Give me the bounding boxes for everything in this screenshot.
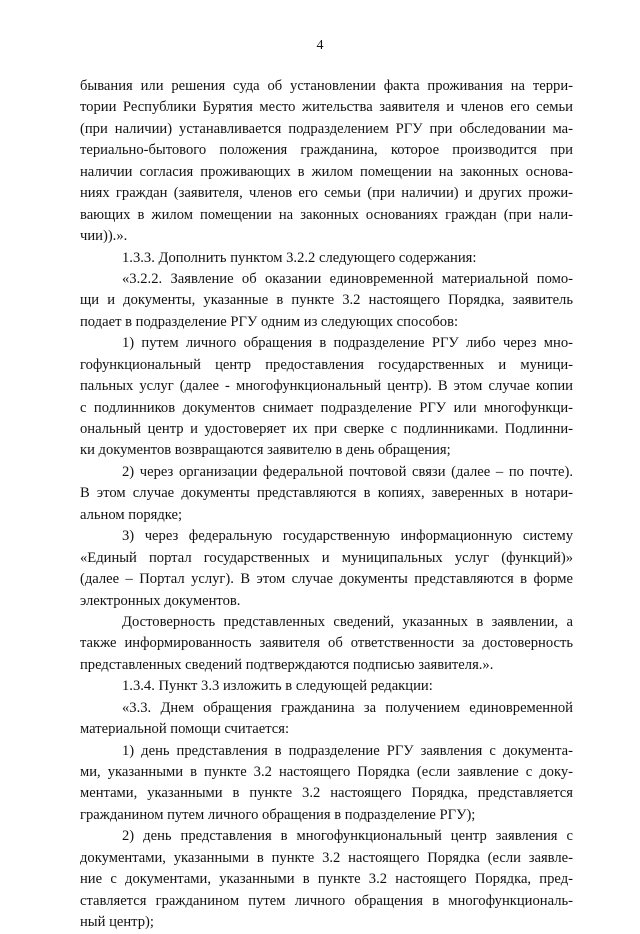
page-number: 4 — [316, 38, 324, 53]
text-line: ми, указанными в пункте 3.2 настоящего Порядка (если заявление с доку- — [80, 764, 573, 780]
text-line: (при наличии) устанавливается подразделением РГУ при обследовании ма- — [80, 120, 573, 137]
text-line: 1) день представления в подразделение РГУ заявления с документа- — [122, 742, 573, 759]
text-line: бывания или решения суда об установлении факта проживания на терри- — [80, 78, 573, 94]
text-line: 1.3.4. Пункт 3.3 изложить в следующей редакции: — [122, 678, 433, 695]
text-line: 2) через организации федеральной почтовой связи (далее – по почте). — [122, 463, 573, 480]
text-line: ставляется гражданином путем личного обращения в многофункциональ- — [80, 892, 573, 909]
text-line: 2) день представления в многофункциональный центр заявления с — [122, 828, 573, 845]
text-line: Достоверность представленных сведений, указанных в заявлении, а — [122, 613, 573, 630]
text-line: также информированность заявителя об ответственности за достоверность — [80, 635, 573, 652]
text-line: электронных документов. — [80, 592, 241, 609]
text-line: гражданином путем личного обращения в подразделение РГУ); — [80, 806, 476, 823]
text-line: подает в подразделение РГУ одним из следующих способов: — [80, 313, 459, 330]
text-line: 1.3.3. Дополнить пунктом 3.2.2 следующего содержания: — [122, 249, 477, 266]
text-line: 1) путем личного обращения в подразделение РГУ либо через мно- — [122, 335, 573, 352]
text-line: териально-бытового положения гражданина, которое производится при — [80, 142, 573, 159]
text-line: с подлинников документов снимает подразделение РГУ или многофункци- — [80, 399, 573, 416]
text-line: пальных услуг (далее - многофункциональный центр). В этом случае копии — [80, 378, 573, 395]
text-line: ниях граждан (заявителя, членов его семьи (при наличии) и других прожи- — [80, 185, 573, 202]
text-line: ние с документами, указанными в пункте 3.2 настоящего Порядка, пред- — [80, 871, 573, 888]
text-line: вающих в жилом помещении на законных основаниях граждан (при нали- — [80, 206, 573, 223]
text-line: «Единый портал государственных и муниципальных услуг (функций)» — [80, 549, 573, 566]
text-line: чии)).». — [80, 228, 128, 245]
text-line: «3.2.2. Заявление об оказании единовременной материальной помо- — [122, 270, 573, 287]
document-body — [80, 76, 573, 934]
text-line: В этом случае документы представляются в копиях, заверенных в нотари- — [80, 485, 573, 502]
text-line: представленных сведений подтверждаются подписью заявителя.». — [80, 656, 494, 673]
text-line: гофункциональный центр предоставления государственных и муници- — [80, 356, 573, 373]
text-line: ональный центр и удостоверяет их при сверке с подлинниками. Подлинни- — [80, 421, 573, 437]
text-line: документами, указанными в пункте 3.2 настоящего Порядка (если заявле- — [80, 849, 573, 866]
text-line: тории Республики Бурятия место жительства заявителя и членов его семьи — [80, 99, 573, 116]
text-line: ный центр); — [80, 914, 154, 931]
text-line: щи и документы, указанные в пункте 3.2 настоящего Порядка, заявитель — [80, 292, 573, 309]
text-line: ментами, указанными в пункте 3.2 настоящего Порядка, представляется — [80, 785, 573, 802]
text-line: материальной помощи считается: — [80, 721, 290, 738]
text-line: «3.3. Днем обращения гражданина за получением единовременной — [122, 699, 573, 716]
text-line: альном порядке; — [80, 506, 183, 523]
text-line: ки документов возвращаются заявителю в день обращения; — [80, 442, 451, 459]
text-line: (далее – Портал услуг). В этом случае документы представляются в форме — [80, 571, 573, 588]
text-line: наличии согласия проживающих в жилом помещении на законных основа- — [80, 163, 573, 180]
text-line: 3) через федеральную государственную информационную систему — [122, 528, 573, 545]
